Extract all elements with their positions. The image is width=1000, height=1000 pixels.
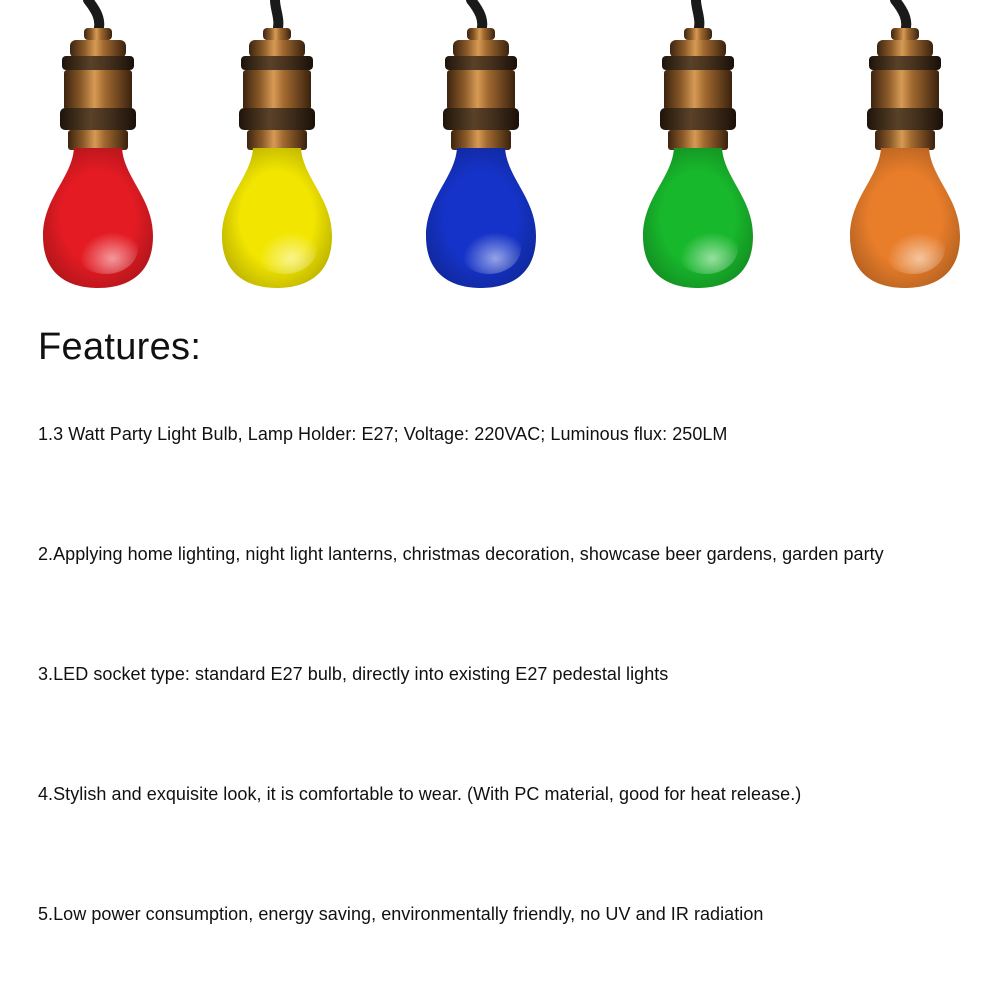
socket-shoulder (670, 40, 726, 58)
bulb-highlight (74, 222, 138, 274)
socket-collar (239, 108, 315, 130)
socket-body (447, 70, 515, 110)
socket-collar (867, 108, 943, 130)
socket-collar (660, 108, 736, 130)
socket-ring (662, 56, 734, 70)
red-bulb (43, 0, 153, 288)
socket-neck (875, 130, 935, 150)
socket-ring (241, 56, 313, 70)
socket-cap (263, 28, 291, 40)
cable (696, 0, 699, 32)
cable (275, 0, 278, 32)
socket-cap (84, 28, 112, 40)
blue-bulb (426, 0, 536, 288)
socket-neck (68, 130, 128, 150)
socket-neck (668, 130, 728, 150)
bulb-highlight (674, 222, 738, 274)
socket-collar (60, 108, 136, 130)
yellow-bulb (222, 0, 332, 288)
socket-ring (445, 56, 517, 70)
socket-shoulder (877, 40, 933, 58)
socket-cap (467, 28, 495, 40)
feature-item-4: 4.Stylish and exquisite look, it is comfortable to wear. (With PC material, good for heat release.) (38, 784, 802, 804)
socket-cap (684, 28, 712, 40)
feature-item-5: 5.Low power consumption, energy saving, environmentally friendly, no UV and IR radiation (38, 904, 764, 924)
green-bulb (643, 0, 753, 288)
bulb-highlight (457, 222, 521, 274)
socket-collar (443, 108, 519, 130)
cable (88, 0, 99, 32)
cable (471, 0, 482, 32)
features-title: Features: (38, 326, 202, 368)
socket-cap (891, 28, 919, 40)
bulb-highlight (881, 222, 945, 274)
socket-neck (451, 130, 511, 150)
feature-item-2: 2.Applying home lighting, night light lanterns, christmas decoration, showcase beer gardens, garden party (38, 544, 884, 564)
socket-body (664, 70, 732, 110)
socket-ring (62, 56, 134, 70)
socket-shoulder (249, 40, 305, 58)
cable (895, 0, 906, 32)
socket-body (871, 70, 939, 110)
socket-body (64, 70, 132, 110)
socket-neck (247, 130, 307, 150)
feature-item-1: 1.3 Watt Party Light Bulb, Lamp Holder: E27; Voltage: 220VAC; Luminous flux: 250LM (38, 424, 728, 444)
bulb-photo (0, 0, 1000, 300)
socket-shoulder (453, 40, 509, 58)
bulb-highlight (253, 222, 317, 274)
socket-body (243, 70, 311, 110)
orange-bulb (850, 0, 960, 288)
socket-ring (869, 56, 941, 70)
socket-shoulder (70, 40, 126, 58)
feature-item-3: 3.LED socket type: standard E27 bulb, directly into existing E27 pedestal lights (38, 664, 669, 684)
